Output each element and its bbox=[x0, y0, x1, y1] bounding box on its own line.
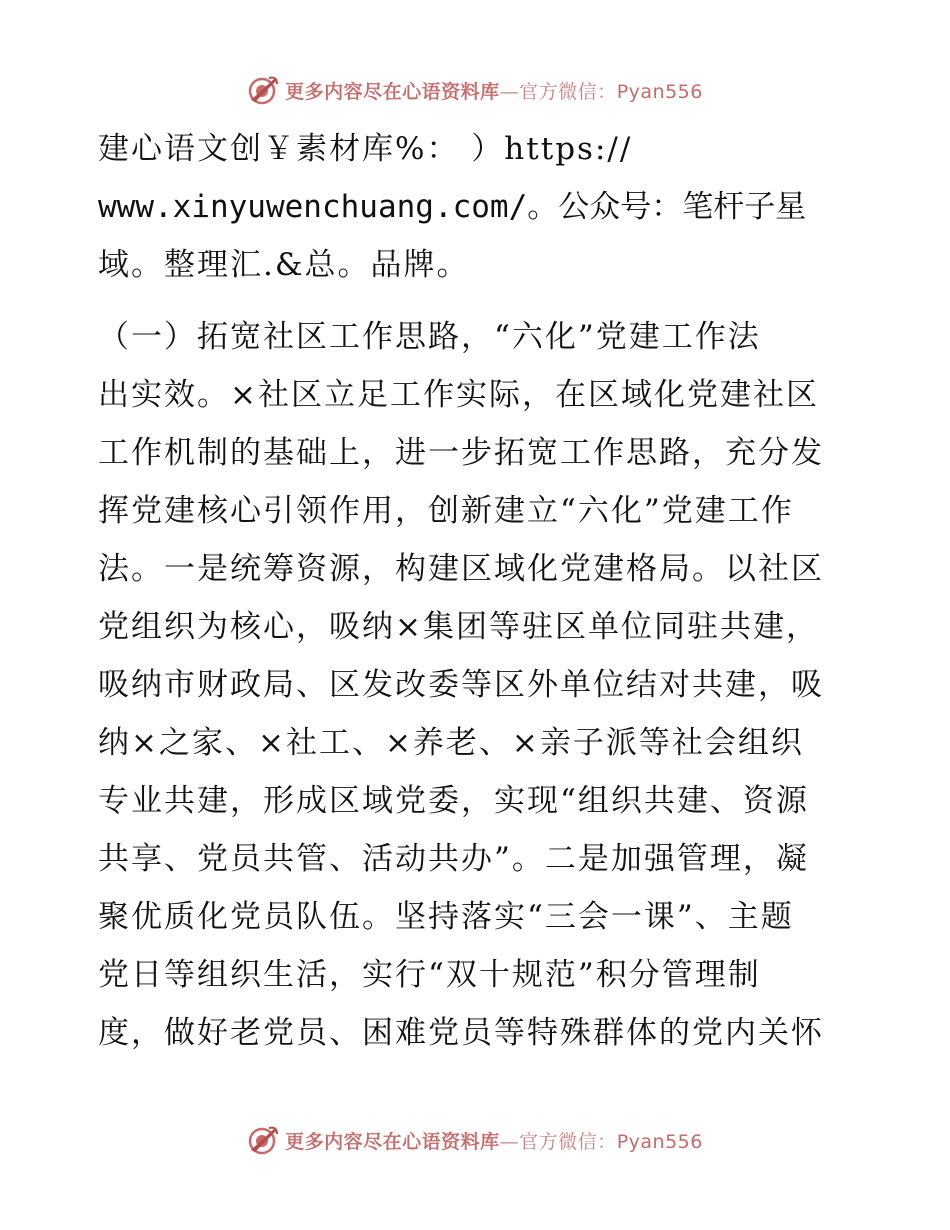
intro-line: www.xinyuwenchuang.com/。公众号：笔杆子星 bbox=[98, 189, 807, 225]
quill-seal-icon bbox=[247, 1124, 279, 1156]
intro-line: 域。整理汇.&总。品牌。 bbox=[98, 247, 470, 283]
body-line: 纳×之家、×社工、×养老、×亲子派等社会组织 bbox=[98, 725, 804, 761]
banner-dash: — bbox=[499, 1130, 520, 1153]
body-line: 挥党建核心引领作用，创新建立“六化”党建工作 bbox=[98, 493, 794, 529]
body-line: 党日等组织生活，实行“双十规范”积分管理制 bbox=[98, 957, 761, 993]
body-line: 法。一是统筹资源，构建区域化党建格局。以社区 bbox=[98, 551, 824, 587]
paragraph-gap bbox=[98, 294, 858, 308]
body-line: 共享、党员共管、活动共办”。二是加强管理，凝 bbox=[98, 841, 809, 877]
banner-wechat-label: 官方微信： bbox=[519, 1130, 617, 1153]
body-line: 聚优质化党员队伍。坚持落实“三会一课”、主题 bbox=[98, 899, 794, 935]
body-line: 出实效。×社区立足工作实际，在区域化党建社区 bbox=[98, 377, 819, 413]
banner-wechat-id: Pyan556 bbox=[616, 80, 703, 103]
banner-wechat-id: Pyan556 bbox=[616, 1130, 703, 1153]
banner-text bbox=[285, 1127, 703, 1154]
body-line: 专业共建，形成区域党委，实现“组织共建、资源 bbox=[98, 783, 809, 819]
header-watermark-banner bbox=[0, 70, 950, 110]
body-line: （一）拓宽社区工作思路，“六化”党建工作法 bbox=[98, 319, 761, 355]
banner-inner bbox=[247, 74, 703, 106]
body-line: 度，做好老党员、困难党员等特殊群体的党内关怀 bbox=[98, 1015, 824, 1051]
document-body bbox=[98, 120, 858, 1062]
banner-wechat-label: 官方微信： bbox=[519, 80, 617, 103]
banner-text bbox=[285, 77, 703, 104]
quill-seal-icon bbox=[247, 74, 279, 106]
banner-inner bbox=[247, 1124, 703, 1156]
banner-main-text: 更多内容尽在心语资料库 bbox=[285, 1130, 500, 1153]
body-line: 党组织为核心，吸纳×集团等驻区单位同驻共建， bbox=[98, 609, 819, 645]
banner-dash: — bbox=[499, 80, 520, 103]
footer-watermark-banner bbox=[0, 1120, 950, 1160]
body-line: 工作机制的基础上，进一步拓宽工作思路，充分发 bbox=[98, 435, 824, 471]
body-line: 吸纳市财政局、区发改委等区外单位结对共建，吸 bbox=[98, 667, 824, 703]
intro-line: 建心语文创￥素材库%： ）https:// bbox=[98, 131, 633, 167]
banner-main-text: 更多内容尽在心语资料库 bbox=[285, 80, 500, 103]
